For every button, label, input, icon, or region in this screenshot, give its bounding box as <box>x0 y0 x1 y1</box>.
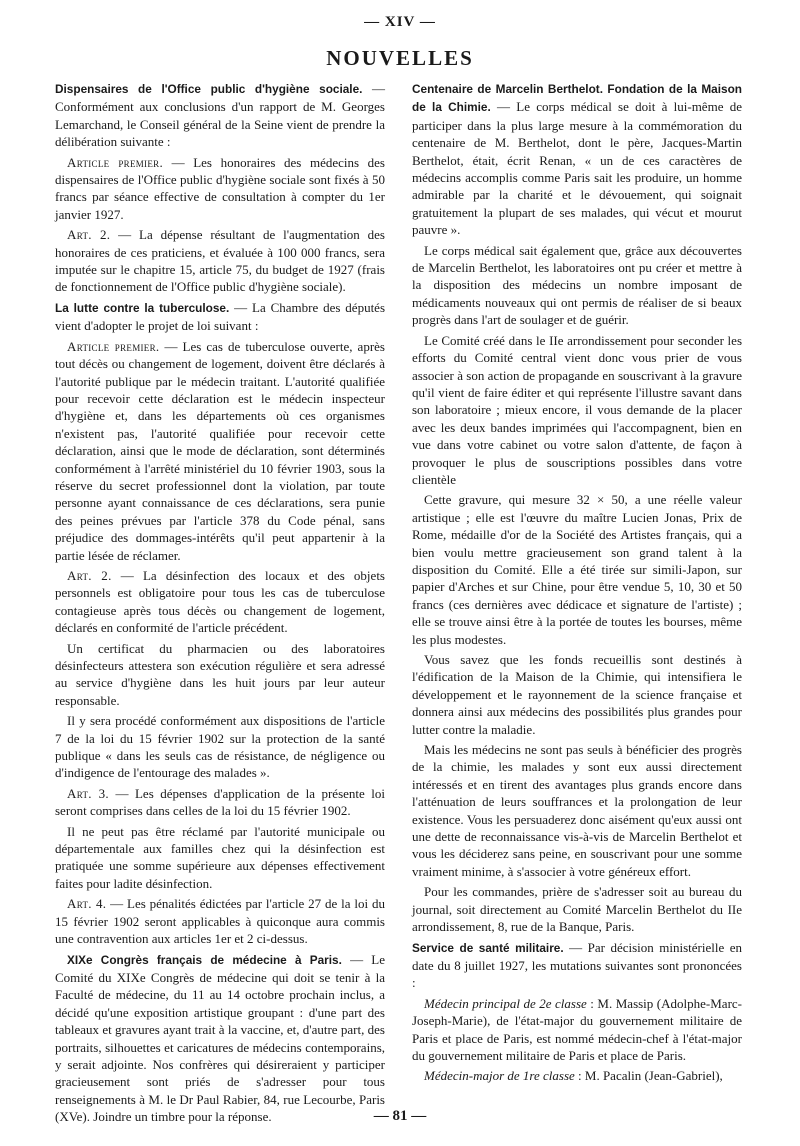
paragraph <box>412 939 742 992</box>
left-column <box>55 80 385 1129</box>
paragraph-text: — Les cas de tuberculose ouverte, après tout décès ou changement de logement, doivent être déclarés à l'autorité publique par le médecin traitant. L'autorité qualifiée pour recevoir cette déclaration est le médecin inspecteur d'hygiène et, dans les départements où ces organismes n'existent pas, l'autorité qualifiée pour recevoir cette déclaration, ainsi que le mode de déclaration, sont déterminés conformément à l'arrêté ministériel du 10 février 1903, sous la réserve du secret professionnel dont la violation, par toute personne ayant connaissance de ces déclarations, sera punie des peines prévues par l'article 378 du Code pénal, sans préjudice des dommages-intérêts qu'il peut appartenir à la partie lésée de réclamer. <box>55 338 385 563</box>
paragraph: Un certificat du pharmacien ou des laboratoires désinfecteurs attestera son exécution régulière et sera adressé au service d'hygiène dans les huit jours par leur auteur responsable. <box>55 640 385 708</box>
paragraph <box>412 995 742 1065</box>
paragraph <box>412 1067 742 1084</box>
paragraph <box>55 785 385 820</box>
paragraph <box>55 226 385 296</box>
paragraph-text: — Conformément aux conclusions d'un rapport de M. Georges Lemarchand, le Conseil général de la Seine vient de prendre la délibération suivante : <box>55 81 386 150</box>
rank-label: Médecin principal de 2e classe <box>424 995 587 1011</box>
article-label: Art. 2. <box>67 567 112 583</box>
page-roman-numeral: — XIV — <box>364 14 436 30</box>
paragraph-text: — Les honoraires des médecins des dispensaires de l'Office public d'hygiène sociale sont fixés à 50 francs par séance effective de consultation à compter du 1er janvier 1927. <box>55 154 385 222</box>
paragraph: Le Comité créé dans le IIe arrondissement pour seconder les efforts du Comité central vient donc vous prier de vous associer à son action de propagande en souscrivant à la gravure qu'il vient de faire éditer et qui représente l'illustre savant dans son laboratoire ; mieux encore, il vous demande de la placer avec les deux bandes imprimées qui l'accompagnent, bien en vue dans votre cabinet ou votre salon d'attente, de façon à provoquer le plus de souscriptions possibles dans votre clientèle <box>412 332 742 487</box>
right-column <box>412 80 742 1088</box>
paragraph: Vous savez que les fonds recueillis sont destinés à l'édification de la Maison de la Chimie, qui intensifiera le développement et le rayonnement de la science française et donnera ainsi aux médecins des possibilités plus grandes pour lutter contre la maladie. <box>412 652 742 737</box>
paragraph <box>55 299 385 335</box>
paragraph-text: — Les dépenses d'application de la présente loi seront comprises dans celles de la loi du 15 février 1902. <box>55 785 386 819</box>
paragraph: Il y sera procédé conformément aux dispositions de l'article 7 de la loi du 15 février 1902 sur la protection de la santé publique « dans les seuls cas de résistance, de négligence ou d'indigence de l'entourage des malades ». <box>55 713 385 781</box>
news-heading: Centenaire de Marcelin Berthelot. Fondation de la Maison de la Chimie. <box>412 82 742 115</box>
page-number: — 81 — <box>373 1108 427 1124</box>
paragraph-text: — Le corps médical se doit à lui-même de participer dans la plus large mesure à la commémoration du centenaire de M. Berthelot, dont le père, Jacques-Martin Berthelot, était, écrit Renan, « un de ces caractères de médecins accomplis comme Paris sait les produire, un homme admirable par la charité et le dévouement, qui soignait gratuitement la plupart de ses malades, qui vécut et mourut pauvre ». <box>412 99 742 238</box>
paragraph: Pour les commandes, prière de s'adresser soit au bureau du journal, soit directement au Comité Marcelin Berthelot du IIe arrondissement, 8, rue de la Banque, Paris. <box>412 884 742 935</box>
news-heading: Dispensaires de l'Office public d'hygiène sociale. <box>55 82 363 96</box>
paragraph-text: : M. Massip (Adolphe-Marc-Joseph-Marie), de l'état-major du gouvernement militaire de Paris et place de Paris, est nommé médecin-chef à l'état-major du gouvernement militaire de Paris et place de Paris. <box>412 995 742 1063</box>
paragraph <box>55 951 385 1126</box>
paragraph-text: — La dépense résultant de l'augmentation des honoraires de ces praticiens, et évaluée à 100 000 francs, sera imputée sur le chapitre 15, article 75, du budget de 1927 (frais de fonctionnement de l'Office public d'hygiène sociale). <box>55 227 385 295</box>
paragraph-text: : M. Pacalin (Jean-Gabriel), <box>574 1068 723 1084</box>
paragraph <box>55 80 385 151</box>
paragraph: Il ne peut pas être réclamé par l'autorité municipale ou départementale aux familles chez qui la désinfection est pratiquée une somme supérieure aux dépenses effectivement faites pour ladite désinfection. <box>55 823 385 891</box>
paragraph-text: — Par décision ministérielle en date du 8 juillet 1927, les mutations suivantes sont prononcées : <box>412 939 742 991</box>
paragraph <box>55 567 385 637</box>
paragraph: Le corps médical sait également que, grâce aux découvertes de Marcelin Berthelot, les laboratoires ont pu créer et mettre à la disposition des médecins un nombre imposant de médicaments nouveaux qui ont permis de réaliser de si beaux progrès dans l'art de soulager et de guérir. <box>412 242 742 328</box>
paragraph-text: — Le Comité du XIXe Congrès de médecine qui doit se tenir à la Faculté de médecine, du 11 au 14 octobre prochain inclus, a décidé qu'une exposition artistique groupant : d'une part des tableaux et gravures ayant trait à la vaccine, et, d'autre part, des portraits, silhouettes et caricatures de médecins contemporains, y serait adjointe. Nos confrères qui désireraient y participer gracieusement sont priés de s'adresser pour tous renseignements à M. le Dr Paul Rabier, 84, rue Lecourbe, Paris (XVe). Joindre un timbre pour la réponse. <box>55 951 385 1125</box>
section-title: NOUVELLES <box>326 46 474 70</box>
paragraph: Cette gravure, qui mesure 32 × 50, a une réelle valeur artistique ; elle est l'œuvre du maître Lucien Jonas, Prix de Rome, médaille d'or de la Société des Artistes français, qui a bien voulu mettre gracieusement son grand talent à la disposition du Comité. Elle a été tirée sur simili-Japon, sur papier d'Arches et sur Chine, pour être vendue 5, 10, 30 et 50 francs (ces dernières avec dédicace et signature de l'artiste) ; elle se trouve ainsi être à la portée de toutes les bourses, même les plus modestes. <box>412 492 742 647</box>
paragraph <box>55 154 385 224</box>
paragraph <box>55 338 385 564</box>
paragraph: Mais les médecins ne sont pas seuls à bénéficier des progrès de la chimie, les malades y sont eux aussi directement intéressés et en tirent des avantages plus grands encore dans l'atténuation de leurs souffrances et la prolongation de leur existence. Vous les persuaderez donc aisément qu'eux aussi ont une dette de reconnaissance vis-à-vis de Marcelin Berthelot et vous les déciderez sans peine, en souscrivant pour une somme vraiment minime, à s'associer à votre généreux effort. <box>412 742 742 879</box>
article-label: Article premier. <box>67 154 163 170</box>
paragraph <box>55 895 385 947</box>
news-heading: La lutte contre la tuberculose. <box>55 300 230 315</box>
article-label: Art. 4. <box>67 896 107 912</box>
paragraph <box>412 80 742 239</box>
article-label: Art. 3. <box>67 785 109 801</box>
news-heading: XIXe Congrès français de médecine à Paris. <box>67 952 342 967</box>
article-label: Article premier. <box>67 338 160 354</box>
paragraph-text: — La Chambre des députés vient d'adopter le projet de loi suivant : <box>55 299 386 334</box>
paragraph-text: — La désinfection des locaux et des objets personnels est obligatoire pour tous les cas de tuberculose contagieuse après tous décès ou changement de logement, déclarés en conformité de l'article précédent. <box>55 567 385 636</box>
article-label: Art. 2. <box>67 227 111 243</box>
rank-label: Médecin-major de 1re classe <box>424 1068 575 1084</box>
paragraph-text: — Les pénalités édictées par l'article 27 de la loi du 15 février 1902 seront applicables à quiconque aura commis une contravention aux articles 1er et 2 ci-dessus. <box>55 896 385 947</box>
news-heading: Service de santé militaire. <box>412 940 564 955</box>
